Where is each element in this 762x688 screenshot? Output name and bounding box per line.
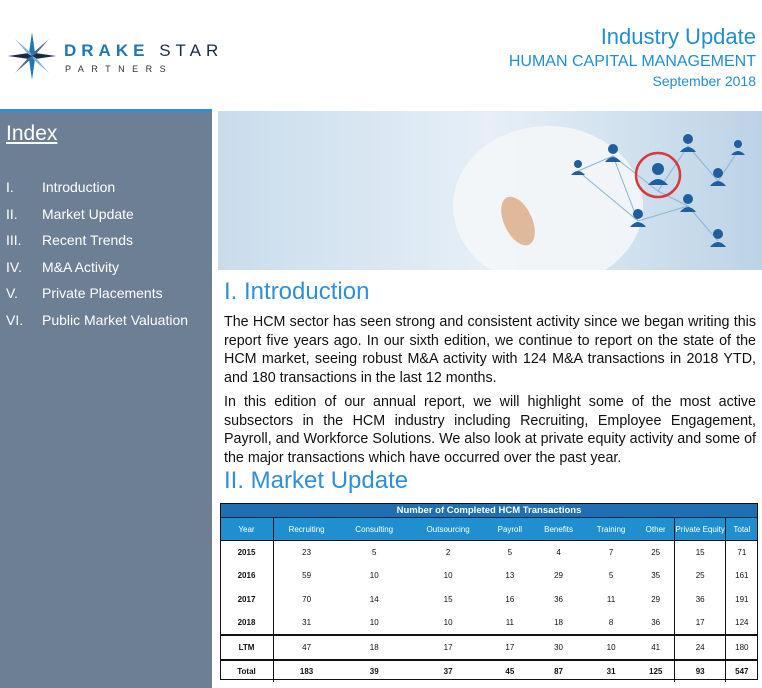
brand-subtitle: PARTNERS xyxy=(65,64,174,74)
table-cell: 17 xyxy=(675,611,726,635)
table-cell: 11 xyxy=(606,594,616,604)
table-cell: 16 xyxy=(505,594,515,604)
table-cell: 36 xyxy=(637,611,674,635)
table-cell: 18 xyxy=(554,618,564,628)
hcm-transactions-table xyxy=(220,503,758,682)
table-cell: 37 xyxy=(409,660,488,682)
index-list xyxy=(6,179,188,338)
index-item-recent-trends[interactable]: III. Recent Trends xyxy=(6,232,134,248)
table-cell: 24 xyxy=(675,635,726,660)
report-date: September 2018 xyxy=(652,73,756,89)
table-row xyxy=(221,564,758,587)
index-item-introduction[interactable]: I. Introduction xyxy=(6,179,116,195)
table-row xyxy=(221,635,758,660)
table-cell: 15 xyxy=(675,541,726,565)
table-cell: 10 xyxy=(369,571,379,581)
logo xyxy=(6,30,256,85)
table-cell: 36 xyxy=(675,588,726,611)
hero-image xyxy=(218,111,762,270)
index-sidebar xyxy=(0,109,212,688)
row-label: LTM xyxy=(221,635,274,660)
table-cell: 14 xyxy=(369,594,379,604)
table-cell: 10 xyxy=(443,571,453,581)
row-label: 2018 xyxy=(237,618,256,628)
col-header-recruiting: Recruiting xyxy=(273,518,340,541)
table-cell: 10 xyxy=(443,618,453,628)
table-cell: 10 xyxy=(369,618,379,628)
intro-paragraph-2: In this edition of our annual report, we will highlight some of the most active subsectors in the HCM industry including Recruiting, Employee Engagement, Payroll, and Workforce Solutions. We also look at private equity activity and some of the major transactions which have occurred over the past year. xyxy=(224,394,756,466)
col-header-outsourcing: Outsourcing xyxy=(409,518,488,541)
col-header-total: Total xyxy=(726,518,758,541)
table-cell: 5 xyxy=(371,548,377,558)
table-cell: 25 xyxy=(675,564,726,587)
table-cell: 87 xyxy=(532,660,585,682)
report-title: Industry Update xyxy=(600,24,756,49)
network-people-illustration xyxy=(218,111,762,270)
table-cell: 71 xyxy=(737,548,747,558)
table-cell: 36 xyxy=(554,594,564,604)
index-item-market-update[interactable]: II. Market Update xyxy=(6,205,134,222)
table-cell: 59 xyxy=(273,564,340,587)
section-heading-market-update: II. Market Update xyxy=(224,467,409,494)
table-cell: 70 xyxy=(273,588,340,611)
table-cell: 2 xyxy=(445,548,451,558)
section-heading-introduction: I. Introduction xyxy=(224,278,370,305)
row-label: Total xyxy=(221,660,274,682)
table-cell: 18 xyxy=(340,635,409,660)
table-cell: 11 xyxy=(505,618,514,628)
intro-paragraph-1: The HCM sector has seen strong and consistent activity since we began writing this report five years ago. In our sixth edition, we continue to report on the state of the HCM market, seeing robust M&A activity with 124 M&A transactions in 2018 YTD, and 180 transactions in the last 12 months. xyxy=(224,314,756,386)
table-cell: 93 xyxy=(675,660,726,682)
table-cell: 5 xyxy=(507,548,513,558)
table-cell: 35 xyxy=(637,564,674,587)
index-item-private-placements[interactable]: V. Private Placements xyxy=(6,285,163,301)
row-label: 2017 xyxy=(237,594,256,604)
table-cell: 5 xyxy=(608,571,614,581)
table-cell: 17 xyxy=(488,635,533,660)
col-header-year: Year xyxy=(221,518,274,541)
col-header-training: Training xyxy=(585,518,637,541)
table-cell: 17 xyxy=(409,635,488,660)
table-cell: 547 xyxy=(726,660,758,682)
table-cell: 10 xyxy=(585,635,637,660)
table-title: Number of Completed HCM Transactions xyxy=(221,504,758,518)
row-label: 2015 xyxy=(237,548,256,558)
table-row xyxy=(221,660,758,682)
table-row xyxy=(221,541,758,565)
table-cell: 29 xyxy=(637,588,674,611)
table-cell: 161 xyxy=(735,571,749,581)
table-cell: 124 xyxy=(735,618,749,628)
report-subtitle: HUMAN CAPITAL MANAGEMENT xyxy=(508,53,756,70)
table-cell: 183 xyxy=(273,660,340,682)
table-cell: 15 xyxy=(443,594,453,604)
col-header-other: Other xyxy=(637,518,674,541)
table-row xyxy=(221,611,758,635)
table-cell: 39 xyxy=(340,660,409,682)
table-cell: 31 xyxy=(273,611,340,635)
index-item-ma-activity[interactable]: IV. M&A Activity xyxy=(6,258,120,275)
table-cell: 47 xyxy=(273,635,340,660)
table-cell: 41 xyxy=(637,635,674,660)
col-header-consulting: Consulting xyxy=(340,518,409,541)
table-cell: 125 xyxy=(637,660,674,682)
table-cell: 7 xyxy=(608,548,614,558)
table-cell: 13 xyxy=(505,571,515,581)
table-cell: 45 xyxy=(488,660,533,682)
col-header-private-equity: Private Equity xyxy=(675,518,726,541)
col-header-benefits: Benefits xyxy=(532,518,585,541)
index-item-public-market-valuation[interactable]: VI. Public Market Valuation xyxy=(6,311,189,328)
table-cell: 8 xyxy=(608,618,614,628)
table-row xyxy=(221,588,758,611)
table-cell: 191 xyxy=(735,594,749,604)
table-cell: 30 xyxy=(532,635,585,660)
compass-star-icon xyxy=(6,30,58,82)
table-cell: 31 xyxy=(585,660,637,682)
index-title: Index xyxy=(6,122,58,145)
table-cell: 25 xyxy=(637,541,674,565)
table-cell: 180 xyxy=(726,635,758,660)
brand-name: DRAKE STAR xyxy=(64,41,224,60)
row-label: 2016 xyxy=(237,571,256,581)
table-cell: 23 xyxy=(273,541,340,565)
table-cell: 4 xyxy=(556,548,561,558)
table-cell: 29 xyxy=(554,571,564,581)
col-header-payroll: Payroll xyxy=(488,518,533,541)
